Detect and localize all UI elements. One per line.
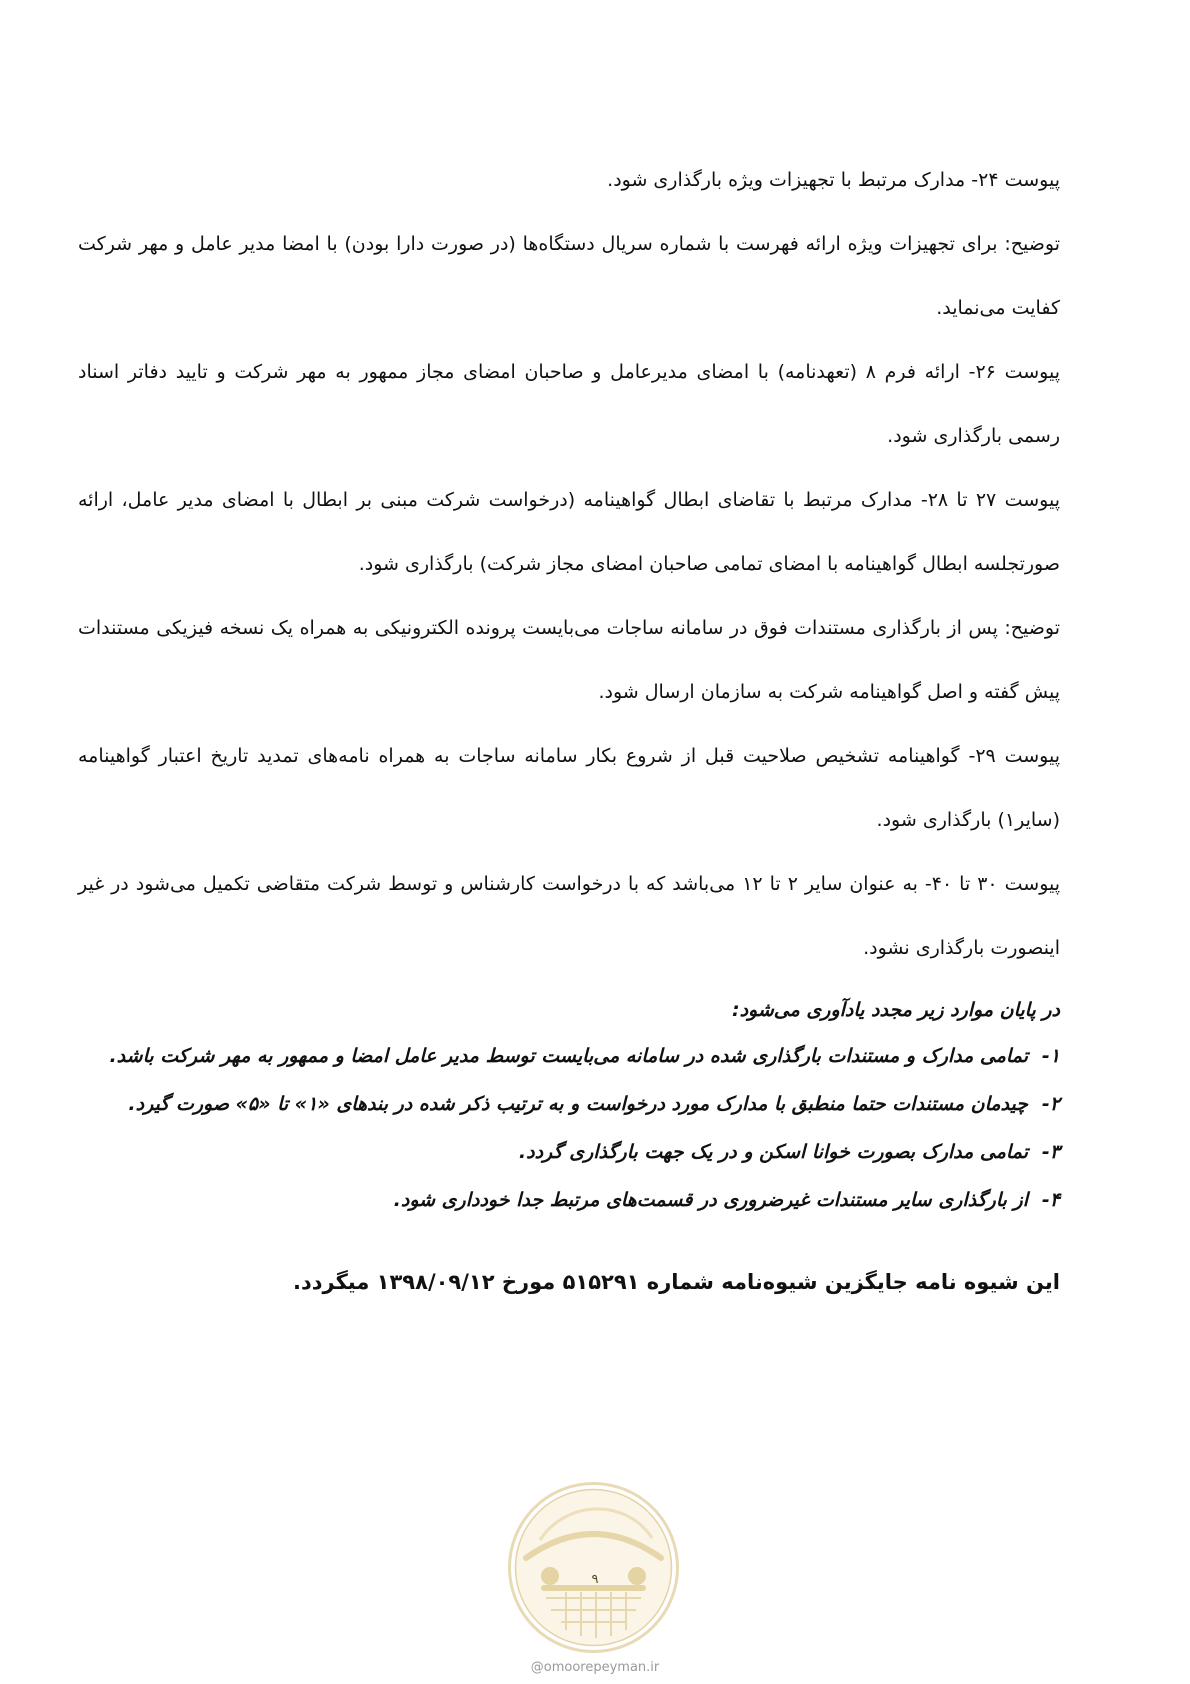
list-item-number: ۴-	[1041, 1189, 1060, 1211]
paragraph-note-special-equipment: توضیح: برای تجهیزات ویژه ارائه فهرست با شماره سریال دستگاه‌ها (در صورت دارا بودن) با امضا مدیر عامل و مهر شرکت کفایت می‌نماید.	[78, 233, 1060, 319]
footer-handle: @omoorepeyman.ir	[530, 1660, 660, 1675]
document-body	[78, 148, 1060, 1304]
list-item-number: ۱-	[1041, 1045, 1060, 1067]
watermark-seal-logo	[506, 1480, 681, 1655]
list-item-number: ۲-	[1041, 1093, 1060, 1115]
list-item-number: ۳-	[1041, 1141, 1060, 1163]
list-item-text: تمامی مدارک بصورت خوانا اسکن و در یک جهت بارگذاری گردد.	[518, 1141, 1028, 1163]
list-item-text: چیدمان مستندات حتما منطبق با مدارک مورد درخواست و به ترتیب ذکر شده در بندهای «۱» تا «۵» صورت گیرد.	[128, 1093, 1028, 1115]
paragraph-attachment-29: پیوست ۲۹- گواهینامه تشخیص صلاحیت قبل از شروع بکار سامانه ساجات به همراه نامه‌های تمدید تاریخ اعتبار گواهینامه (سایر۱) بارگذاری شود.	[78, 745, 1060, 831]
paragraph-note-upload: توضیح: پس از بارگذاری مستندات فوق در سامانه ساجات می‌بایست پرونده الکترونیکی به همراه یک نسخه فیزیکی مستندات پیش گفته و اصل گواهینامه شرکت به سازمان ارسال شود.	[78, 617, 1060, 703]
paragraph-attachment-26: پیوست ۲۶- ارائه فرم ۸ (تعهدنامه) با امضای مدیرعامل و صاحبان امضای مجاز ممهور به مهر شرکت و تایید دفاتر اسناد رسمی بارگذاری شود.	[78, 361, 1060, 447]
paragraph-attachment-27-28: پیوست ۲۷ تا ۲۸- مدارک مرتبط با تقاضای ابطال گواهینامه (درخواست شرکت مبنی بر ابطال با امضای مدیر عامل، ارائه صورتجلسه ابطال گواهینامه با امضای تمامی صاحبان امضای مجاز شرکت) بارگذاری شود.	[78, 489, 1061, 575]
list-item-text: تمامی مدارک و مستندات بارگذاری شده در سامانه می‌بایست توسط مدیر عامل امضا و ممهور به مهر شرکت باشد.	[109, 1045, 1028, 1067]
paragraph-attachment-30-40: پیوست ۳۰ تا ۴۰- به عنوان سایر ۲ تا ۱۲ می‌باشد که با درخواست کارشناس و توسط شرکت متقاضی تکمیل می‌شود در غیر اینصورت بارگذاری نشود.	[78, 873, 1061, 959]
page-number: ۹	[591, 1572, 599, 1587]
list-item	[78, 1084, 1060, 1124]
list-item-text: از بارگذاری سایر مستندات غیرضروری در قسمت‌های مرتبط جدا خودداری شود.	[393, 1189, 1028, 1211]
paragraph-attachment-24: پیوست ۲۴- مدارک مرتبط با تجهیزات ویژه بارگذاری شود.	[607, 169, 1060, 191]
list-item	[78, 1180, 1060, 1220]
reminder-heading: در پایان موارد زیر مجدد یادآوری می‌شود:	[731, 999, 1060, 1021]
reminder-list	[78, 1036, 1060, 1220]
list-item	[78, 1036, 1060, 1076]
final-statement: این شیوه نامه جایگزین شیوه‌نامه شماره ۵۱۵۲۹۱ مورخ ۱۳۹۸/۰۹/۱۲ میگردد.	[292, 1270, 1060, 1294]
list-item	[78, 1132, 1060, 1172]
